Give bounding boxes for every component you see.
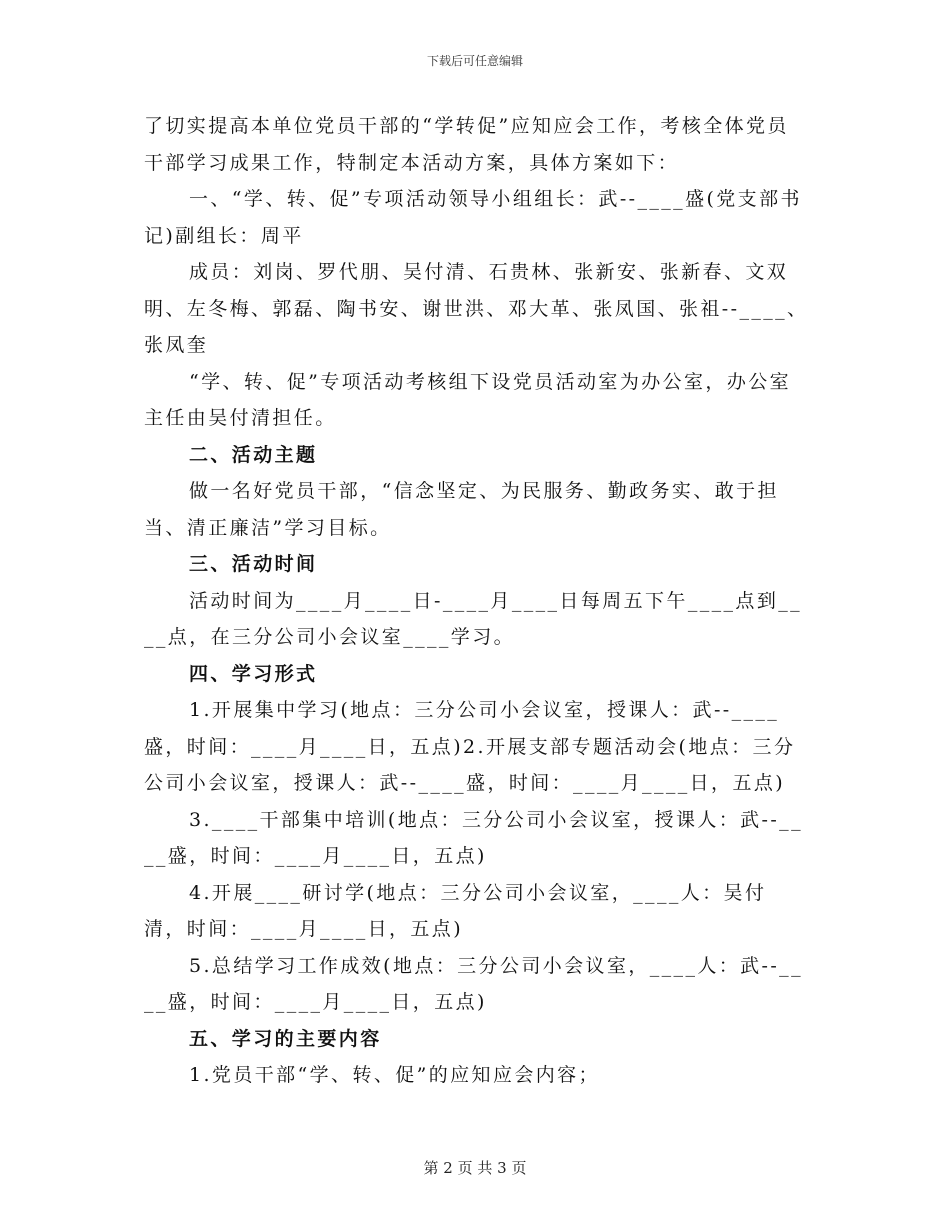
section-heading-theme: 二、活动主题 (189, 443, 318, 466)
leadership-group-paragraph: 一、“学、转、促”专项活动领导小组组长：武--____盛(党支部书记)副组长：周平 (144, 188, 802, 247)
document-body (144, 108, 809, 1094)
format-item-4: 4.开展____研讨学(地点：三分公司小会议室，____人：吴付清，时间：____月____日，五点) (144, 881, 767, 940)
format-item-1-2: 1.开展集中学习(地点：三分公司小会议室，授课人：武--____盛，时间：____月____日，五点)2.开展支部专题活动会(地点：三分公司小会议室，授课人：武--____盛，时间：____月____日，五点) (144, 699, 796, 794)
time-paragraph: 活动时间为____月____日-____月____日每周五下午____点到____点，在三分公司小会议室____学习。 (144, 589, 803, 648)
format-item-3: 3.____干部集中培训(地点：三分公司小会议室，授课人：武--____盛，时间：____月____日，五点) (144, 808, 803, 867)
members-paragraph: 成员：刘岗、罗代朋、吴付清、石贵林、张新安、张新春、文双明、左冬梅、郭磊、陶书安、谢世洪、邓大革、张凤国、张祖--____、张凤奎 (144, 261, 809, 356)
intro-paragraph: 了切实提高本单位党员干部的“学转促”应知应会工作，考核全体党员干部学习成果工作，特制定本活动方案，具体方案如下： (144, 115, 789, 174)
content-item-1: 1.党员干部“学、转、促”的应知应会内容； (189, 1064, 600, 1086)
page-footer: 第 2 页 共 3 页 (423, 1159, 527, 1177)
format-item-5: 5.总结学习工作成效(地点：三分公司小会议室，____人：武--____盛，时间：____月____日，五点) (144, 954, 803, 1013)
section-heading-content: 五、学习的主要内容 (189, 1027, 382, 1050)
page-header: 下载后可任意编辑 (426, 54, 523, 68)
section-heading-format: 四、学习形式 (189, 662, 318, 685)
office-paragraph: “学、转、促”专项活动考核组下设党员活动室为办公室，办公室主任由吴付清担任。 (144, 370, 792, 429)
section-heading-time: 三、活动时间 (189, 553, 318, 575)
theme-paragraph: 做一名好党员干部，“信念坚定、为民服务、勤政务实、敢于担当、清正廉洁”学习目标。 (144, 480, 779, 539)
